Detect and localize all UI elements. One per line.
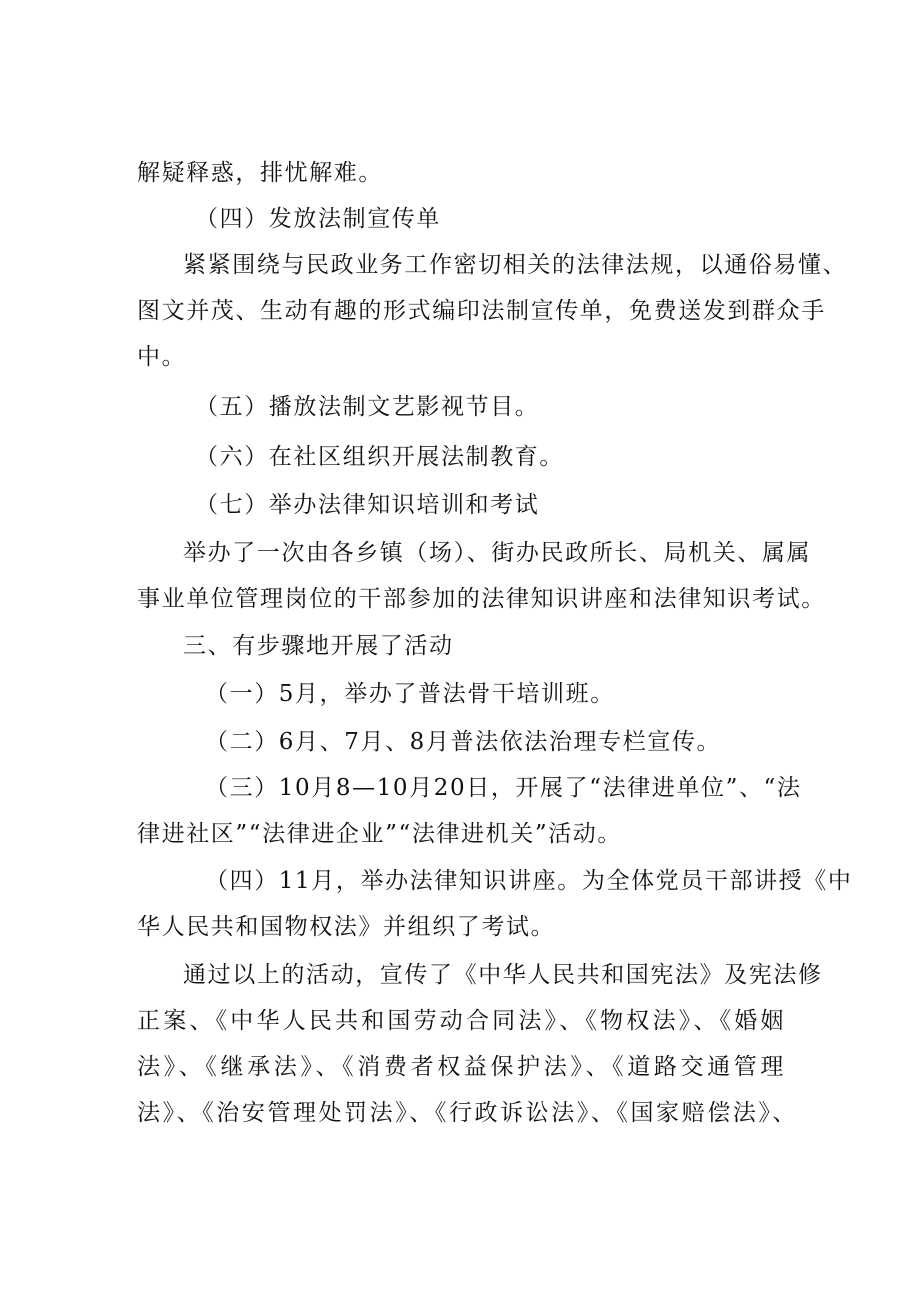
text-line: 法》、《治安管理处罚法》、《行政诉讼法》、《国家赔偿法》、	[137, 1100, 797, 1126]
text-line: 华人民共和国物权法》并组织了考试。	[137, 914, 556, 940]
text-line: 紧紧围绕与民政业务工作密切相关的法律法规，以通俗易懂、	[183, 252, 848, 278]
section-heading: 三、有步骤地开展了活动	[183, 633, 454, 659]
section-heading: （七）举办法律知识培训和考试	[195, 492, 540, 518]
text-line: 解疑释惑，排忧解难。	[137, 160, 383, 186]
text-line: 举办了一次由各乡镇（场）、街办民政所长、局机关、属属	[183, 540, 812, 566]
text-line: 律进社区”“法律进企业”“法律进机关”活动。	[137, 821, 622, 847]
text-line: 事业单位管理岗位的干部参加的法律知识讲座和法律知识考试。	[137, 586, 826, 612]
section-heading: （六）在社区组织开展法制教育。	[195, 444, 564, 470]
text-line: 图文并茂、生动有趣的形式编印法制宣传单，免费送发到群众手	[137, 298, 826, 324]
list-item: （四）11月，举办法律知识讲座。为全体党员干部讲授《中	[205, 868, 853, 894]
list-item: （二）6月、7月、8月普法依法治理专栏宣传。	[205, 729, 722, 755]
list-item: （三）10月8—10月20日，开展了“法律进单位”、“法	[205, 775, 802, 801]
text-line: 正案、《中华人民共和国劳动合同法》、《物权法》、《婚姻	[137, 1008, 785, 1034]
text-line: 中。	[137, 344, 187, 370]
list-item: （一）5月，举办了普法骨干培训班。	[205, 681, 615, 707]
text-line: 法》、《继承法》、《消费者权益保护法》、《道路交通管理	[137, 1054, 785, 1080]
text-line: 通过以上的活动，宣传了《中华人民共和国宪法》及宪法修	[183, 962, 823, 988]
section-heading: （五）播放法制文艺影视节目。	[195, 394, 540, 420]
section-heading: （四）发放法制宣传单	[195, 206, 441, 232]
